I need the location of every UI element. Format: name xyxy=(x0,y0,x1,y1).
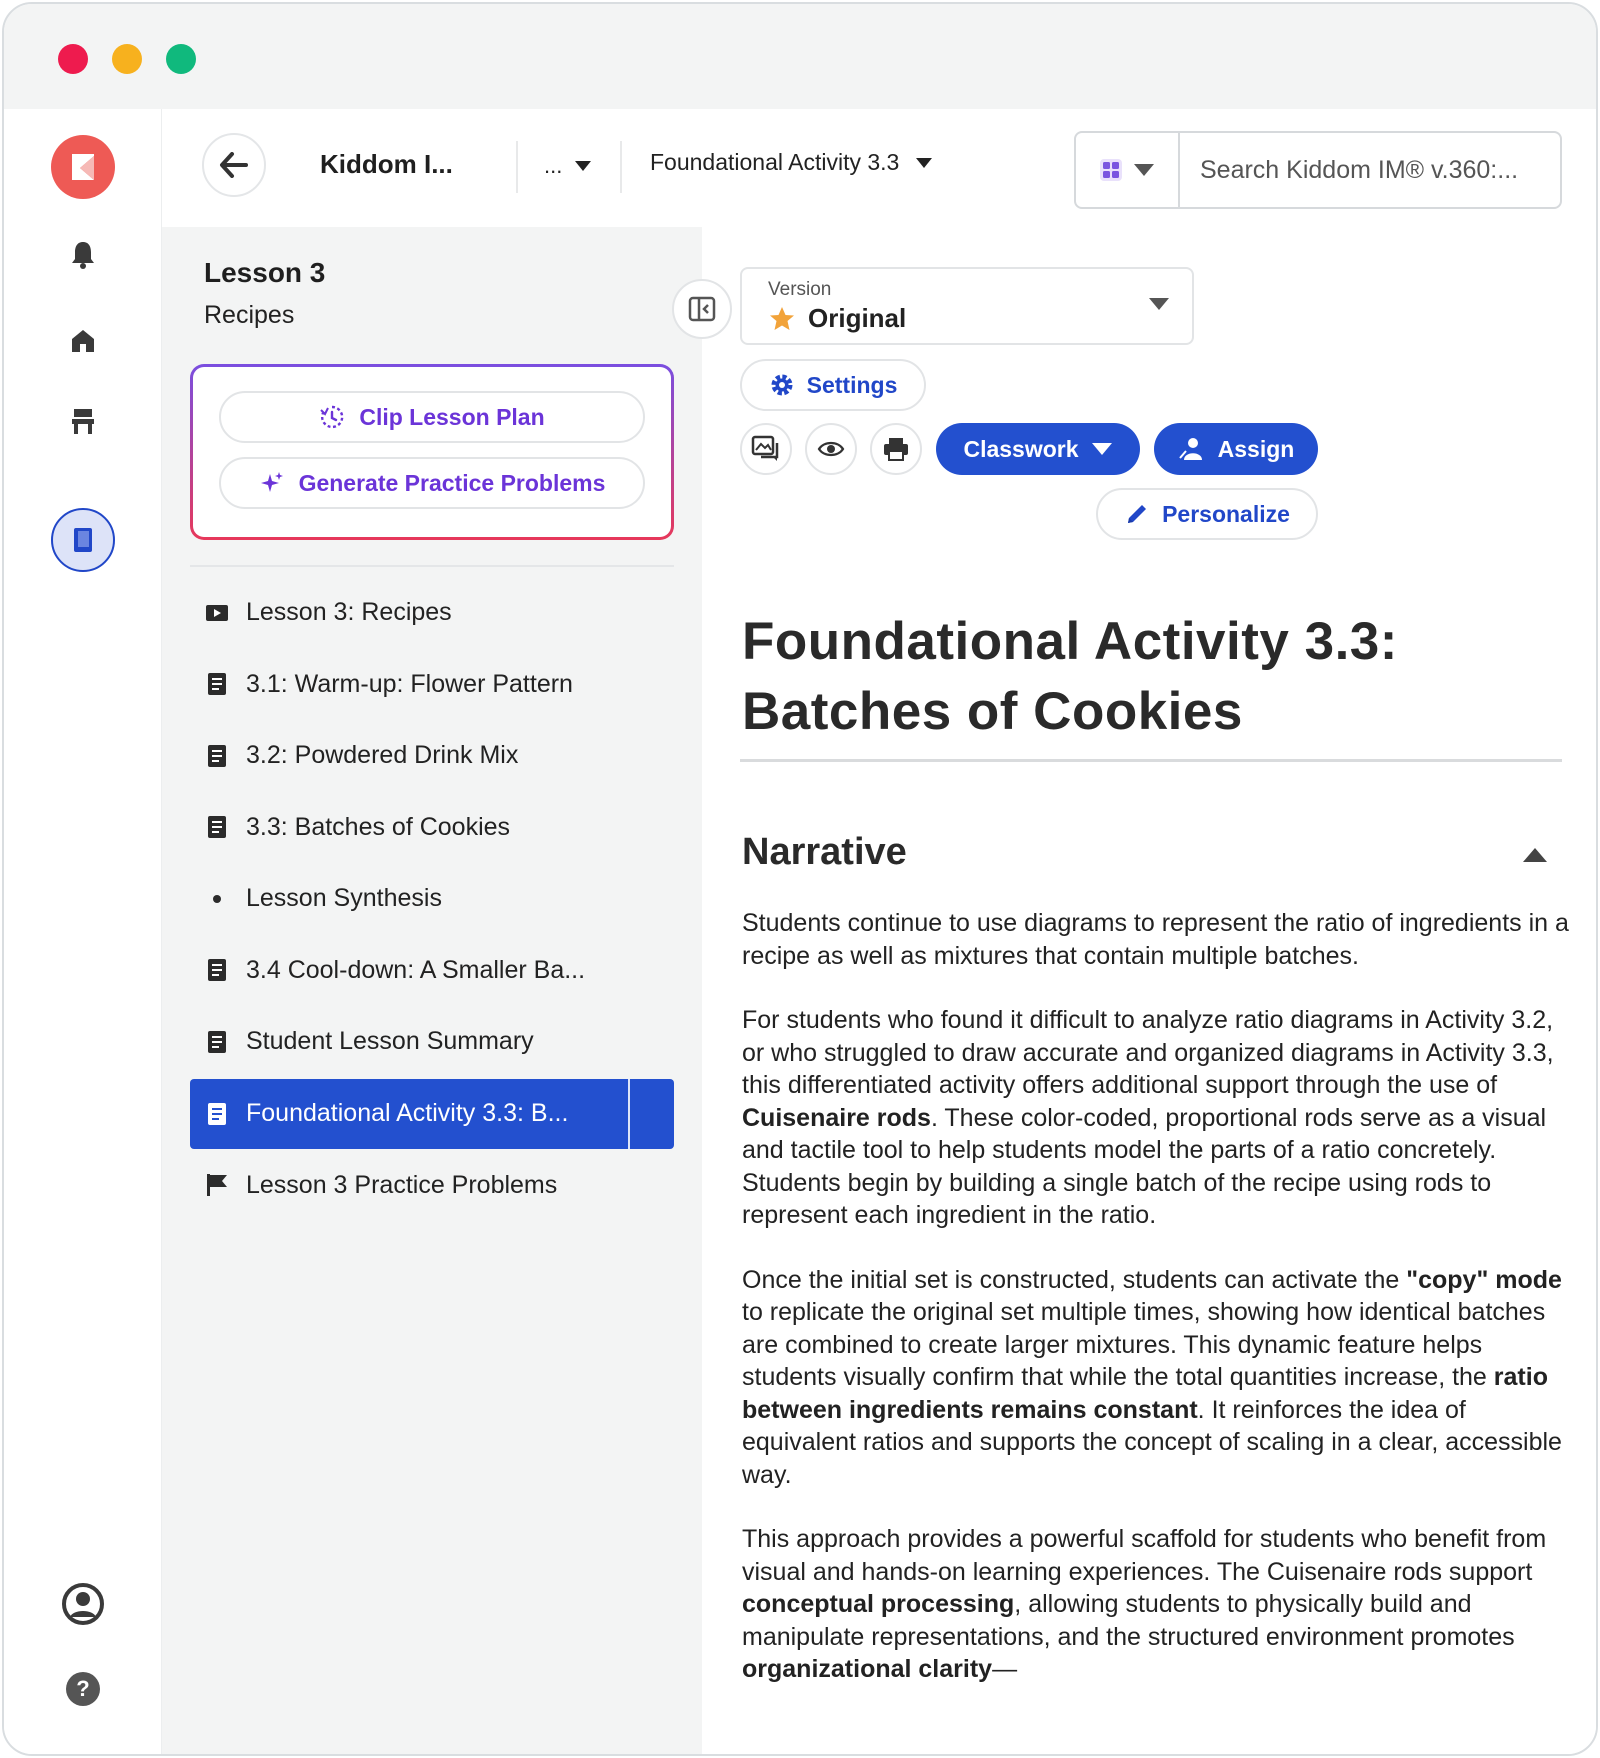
title-divider xyxy=(740,759,1562,762)
version-dropdown[interactable] xyxy=(740,267,1194,345)
minimize-window-button[interactable] xyxy=(112,44,142,74)
toc-item-label: Lesson Synthesis xyxy=(246,884,442,913)
toc-item-label: Lesson 3: Recipes xyxy=(246,598,452,627)
close-window-button[interactable] xyxy=(58,44,88,74)
search-bar xyxy=(1074,131,1562,209)
assign-button[interactable] xyxy=(1154,423,1318,475)
bold-term: conceptual processing xyxy=(742,1590,1015,1618)
assign-label: Assign xyxy=(1217,435,1295,462)
assign-user-icon xyxy=(1178,436,1206,462)
breadcrumb-more-label: ... xyxy=(544,153,563,178)
caret-up-icon[interactable] xyxy=(1522,847,1548,863)
breadcrumb-divider xyxy=(620,141,622,193)
toc-item-batches-of-cookies[interactable] xyxy=(190,792,674,864)
text-run: , allowing students to physically build and manipulate representations, and the structured environment promotes xyxy=(742,1590,1515,1651)
flag-icon xyxy=(204,1172,230,1198)
eye-icon xyxy=(817,439,845,459)
book-icon xyxy=(71,526,95,554)
breadcrumb-course[interactable]: Kiddom I... xyxy=(320,149,453,179)
chat-image-icon xyxy=(751,435,781,463)
toc-item-label: 3.4 Cool-down: A Smaller Ba... xyxy=(246,955,586,984)
sidebar-collapse-icon xyxy=(688,296,716,322)
grid-icon xyxy=(1099,158,1123,182)
classes-button[interactable] xyxy=(4,397,162,445)
collapse-panel-button[interactable] xyxy=(672,279,732,339)
document-icon xyxy=(204,1029,230,1055)
lesson-subtitle: Recipes xyxy=(204,301,295,329)
caret-down-icon xyxy=(574,160,592,172)
bell-icon xyxy=(69,240,97,270)
pencil-icon xyxy=(1124,501,1150,527)
text-run: Once the initial set is constructed, students can activate the xyxy=(742,1265,1407,1294)
caret-down-icon xyxy=(915,157,933,169)
star-badge-icon xyxy=(768,305,796,333)
toc-item-practice-problems[interactable] xyxy=(190,1150,674,1222)
version-value xyxy=(768,303,906,334)
text-run: — xyxy=(992,1655,1018,1683)
curriculum-button[interactable] xyxy=(4,505,162,575)
kiddom-logo[interactable] xyxy=(51,135,115,199)
home-icon xyxy=(69,327,97,355)
help-button[interactable] xyxy=(4,1664,162,1714)
toc-item-lesson-video[interactable] xyxy=(190,577,674,649)
title-bar xyxy=(4,4,1596,109)
text-run: For students who found it difficult to analyze ratio diagrams in Activity 3.2, or who struggled to draw accurate and organized diagrams in Activity 3.3, this differentiated activity offers additional support through the use of xyxy=(742,1006,1554,1099)
bold-term: "copy" mode xyxy=(1406,1265,1562,1294)
profile-button[interactable] xyxy=(4,1579,162,1629)
notifications-button[interactable] xyxy=(4,231,162,279)
nav-rail xyxy=(4,109,162,1756)
main-content xyxy=(702,227,1598,1756)
activity-title xyxy=(742,607,1572,747)
lesson-title: Lesson 3 xyxy=(204,257,326,288)
svg-text:?: ? xyxy=(76,1676,90,1701)
narrative-body xyxy=(742,907,1574,1718)
narrative-paragraph xyxy=(742,1264,1574,1492)
lesson-panel xyxy=(162,227,702,1756)
bold-term: ratio between ingredients remains constant xyxy=(742,1363,1548,1424)
toc-item-label: Foundational Activity 3.3: B... xyxy=(246,1099,569,1127)
document-icon xyxy=(204,671,230,697)
clip-timer-icon xyxy=(319,404,345,430)
search-scope-dropdown[interactable] xyxy=(1076,133,1180,207)
breadcrumb-divider xyxy=(516,141,518,193)
text-run: . These color-coded, proportional rods serve as a visual and tactile tool to help students model the parts of a ratio concretely. Students begin by building a single batch of the recipe using rods to represent each ingredient in the ratio. xyxy=(742,1103,1547,1229)
classwork-label: Classwork xyxy=(963,435,1079,462)
top-bar xyxy=(162,109,1598,227)
narrative-heading: Narrative xyxy=(742,831,907,873)
clip-lesson-plan-label: Clip Lesson Plan xyxy=(359,403,545,430)
home-button[interactable] xyxy=(4,317,162,365)
narrative-paragraph xyxy=(742,1004,1574,1232)
toc-item-lesson-synthesis[interactable] xyxy=(190,863,674,935)
document-icon xyxy=(204,1101,230,1127)
kiddom-logo-icon xyxy=(66,150,100,184)
toc-item-label: 3.1: Warm-up: Flower Pattern xyxy=(246,669,573,698)
caret-down-icon xyxy=(1133,163,1155,177)
bold-term: Cuisenaire rods xyxy=(742,1103,931,1132)
version-label: Version xyxy=(768,279,832,300)
personalize-label: Personalize xyxy=(1162,500,1290,527)
sparkle-icon xyxy=(259,470,285,496)
document-icon xyxy=(204,957,230,983)
narrative-paragraph xyxy=(742,1523,1574,1686)
generate-practice-problems-label: Generate Practice Problems xyxy=(298,469,606,496)
toc-item-warm-up[interactable] xyxy=(190,649,674,721)
back-button[interactable] xyxy=(202,133,266,197)
search-input[interactable] xyxy=(1180,133,1560,207)
breadcrumb-activity-dropdown[interactable] xyxy=(650,149,933,176)
personalize-button[interactable] xyxy=(1096,488,1318,540)
clip-lesson-plan-button[interactable] xyxy=(219,391,645,443)
breadcrumb-activity-label: Foundational Activity 3.3 xyxy=(650,149,900,175)
lesson-header xyxy=(204,257,325,330)
bullet-icon xyxy=(204,886,230,912)
toc-item-label: Student Lesson Summary xyxy=(246,1027,534,1056)
caret-down-icon xyxy=(1091,442,1113,456)
lesson-toc xyxy=(190,577,674,1221)
text-run: to replicate the original set multiple times, showing how identical batches are combined to create larger mixtures. This dynamic feature helps students visually confirm that while the total quantities increase, the xyxy=(742,1298,1546,1391)
activity-title-line2: Batches of Cookies xyxy=(742,682,1243,741)
toc-item-student-summary[interactable] xyxy=(190,1006,674,1078)
text-run: . It reinforces the idea of equivalent ratios and supports the concept of scaling in a clear, accessible way. xyxy=(742,1395,1562,1489)
arrow-left-icon xyxy=(219,152,249,178)
narrative-paragraph: Students continue to use diagrams to represent the ratio of ingredients in a recipe as well as mixtures that contain multiple batches. xyxy=(742,909,1569,970)
toc-item-label: 3.2: Powdered Drink Mix xyxy=(246,741,519,770)
help-icon xyxy=(65,1671,101,1707)
user-avatar-icon xyxy=(61,1582,105,1626)
toc-item-cool-down[interactable] xyxy=(190,935,674,1007)
printer-icon xyxy=(882,436,910,462)
document-icon xyxy=(204,814,230,840)
settings-label: Settings xyxy=(806,371,898,398)
toc-item-label: 3.3: Batches of Cookies xyxy=(246,812,511,841)
text-run: This approach provides a powerful scaffold for students who benefit from visual and hands-on learning experiences. The Cuisenaire rods support xyxy=(742,1525,1547,1586)
preview-button[interactable] xyxy=(805,423,857,475)
classwork-dropdown[interactable] xyxy=(936,423,1140,475)
video-icon xyxy=(204,600,230,626)
toc-item-powdered-drink[interactable] xyxy=(190,720,674,792)
caret-down-icon xyxy=(1148,297,1170,311)
settings-button[interactable] xyxy=(740,359,926,411)
feedback-button[interactable] xyxy=(740,423,792,475)
desk-chair-icon xyxy=(71,407,95,435)
activity-title-line1: Foundational Activity 3.3: xyxy=(742,612,1398,671)
gear-icon xyxy=(769,372,795,398)
panel-divider xyxy=(190,565,674,567)
maximize-window-button[interactable] xyxy=(166,44,196,74)
version-value-label: Original xyxy=(808,303,907,333)
print-button[interactable] xyxy=(870,423,922,475)
app-window xyxy=(2,2,1598,1756)
toc-item-foundational-activity[interactable] xyxy=(190,1079,674,1149)
curriculum-active-indicator xyxy=(51,508,115,572)
toc-item-label: Lesson 3 Practice Problems xyxy=(246,1170,558,1199)
generate-practice-problems-button[interactable] xyxy=(219,457,645,509)
bold-term: organizational clarity xyxy=(742,1655,993,1683)
breadcrumb-more-dropdown[interactable] xyxy=(544,153,592,179)
document-icon xyxy=(204,743,230,769)
ai-tools-box xyxy=(190,364,674,540)
